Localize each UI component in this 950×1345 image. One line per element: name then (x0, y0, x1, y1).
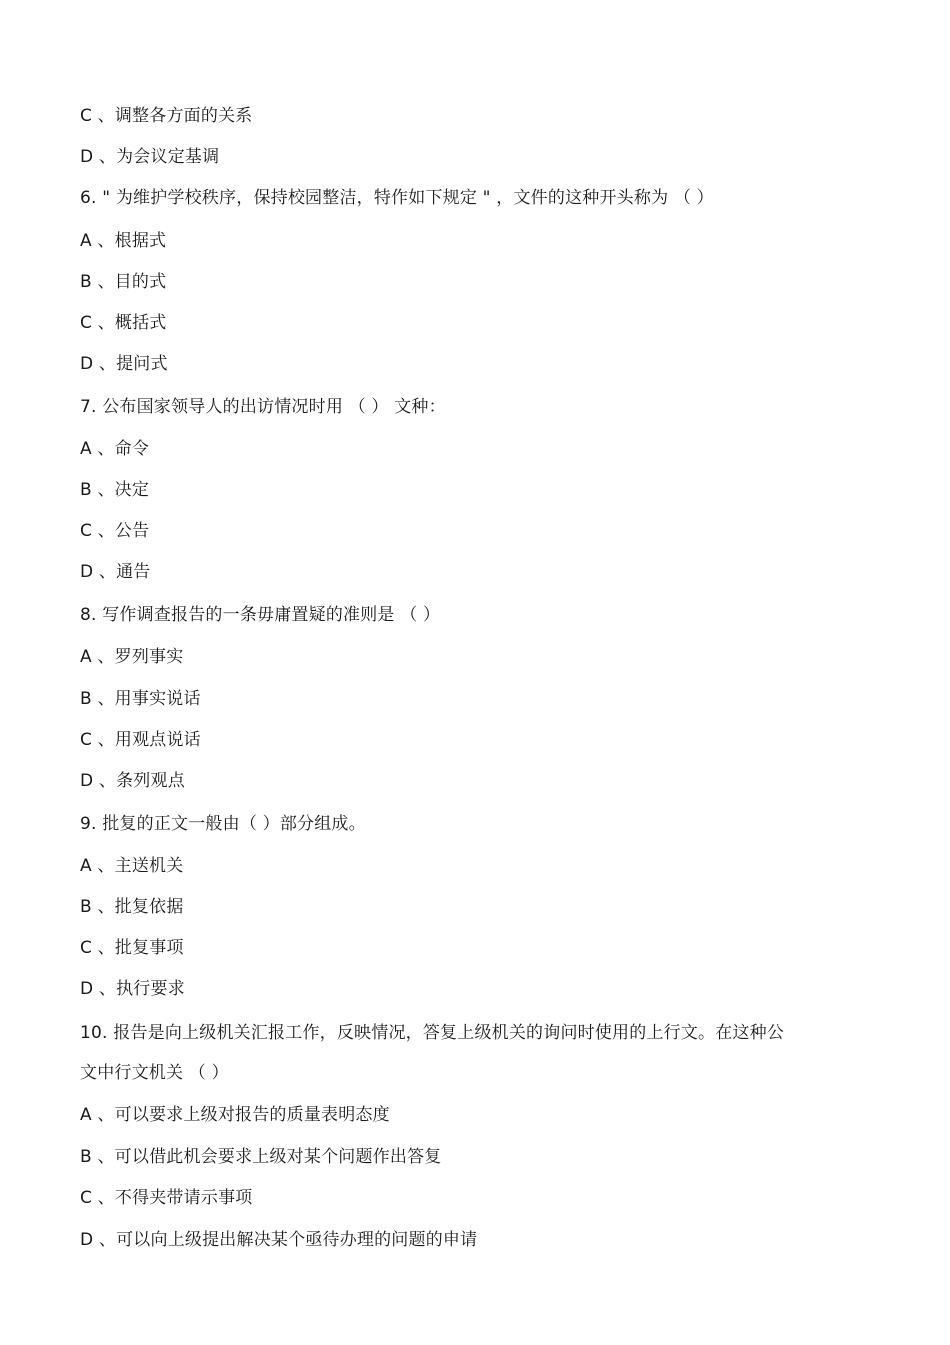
q9-question: 9. 批复的正文一般由（ ）部分组成。 (80, 814, 366, 834)
q8-option-c: C 、用观点说话 (80, 730, 201, 750)
q5-option-c: C 、调整各方面的关系 (80, 106, 253, 126)
q9-option-a: A 、主送机关 (80, 856, 184, 876)
q9-option-d: D 、执行要求 (80, 979, 185, 999)
q7-option-c: C 、公告 (80, 521, 150, 541)
q9-option-c: C 、批复事项 (80, 938, 184, 958)
q6-option-c: C 、概括式 (80, 313, 167, 333)
q10-option-b: B 、可以借此机会要求上级对某个问题作出答复 (80, 1147, 442, 1167)
q6-option-a: A 、根据式 (80, 231, 167, 251)
q10-question-cont: 文中行文机关 （ ） (80, 1063, 229, 1083)
q8-question: 8. 写作调查报告的一条毋庸置疑的准则是 （ ） (80, 605, 441, 625)
q6-question: 6. " 为维护学校秩序，保持校园整洁，特作如下规定 " ，文件的这种开头称为 （ ） (80, 188, 714, 208)
q7-option-d: D 、通告 (80, 562, 151, 582)
q10-option-d: D 、可以向上级提出解决某个亟待办理的问题的申请 (80, 1230, 478, 1250)
q7-option-b: B 、决定 (80, 480, 150, 500)
q10-question: 10. 报告是向上级机关汇报工作，反映情况，答复上级机关的询问时使用的上行文。在这种公 (80, 1023, 785, 1043)
q9-option-b: B 、批复依据 (80, 897, 184, 917)
q7-option-a: A 、命令 (80, 439, 150, 459)
q6-option-b: B 、目的式 (80, 272, 167, 292)
q8-option-a: A 、罗列事实 (80, 647, 184, 667)
q6-option-d: D 、提问式 (80, 354, 168, 374)
q8-option-d: D 、条列观点 (80, 771, 185, 791)
q7-question: 7. 公布国家领导人的出访情况时用 （ ） 文种： (80, 397, 446, 417)
q10-option-c: C 、不得夹带请示事项 (80, 1188, 253, 1208)
q5-option-d: D 、为会议定基调 (80, 147, 220, 167)
q10-option-a: A 、可以要求上级对报告的质量表明态度 (80, 1105, 390, 1125)
q8-option-b: B 、用事实说话 (80, 689, 201, 709)
